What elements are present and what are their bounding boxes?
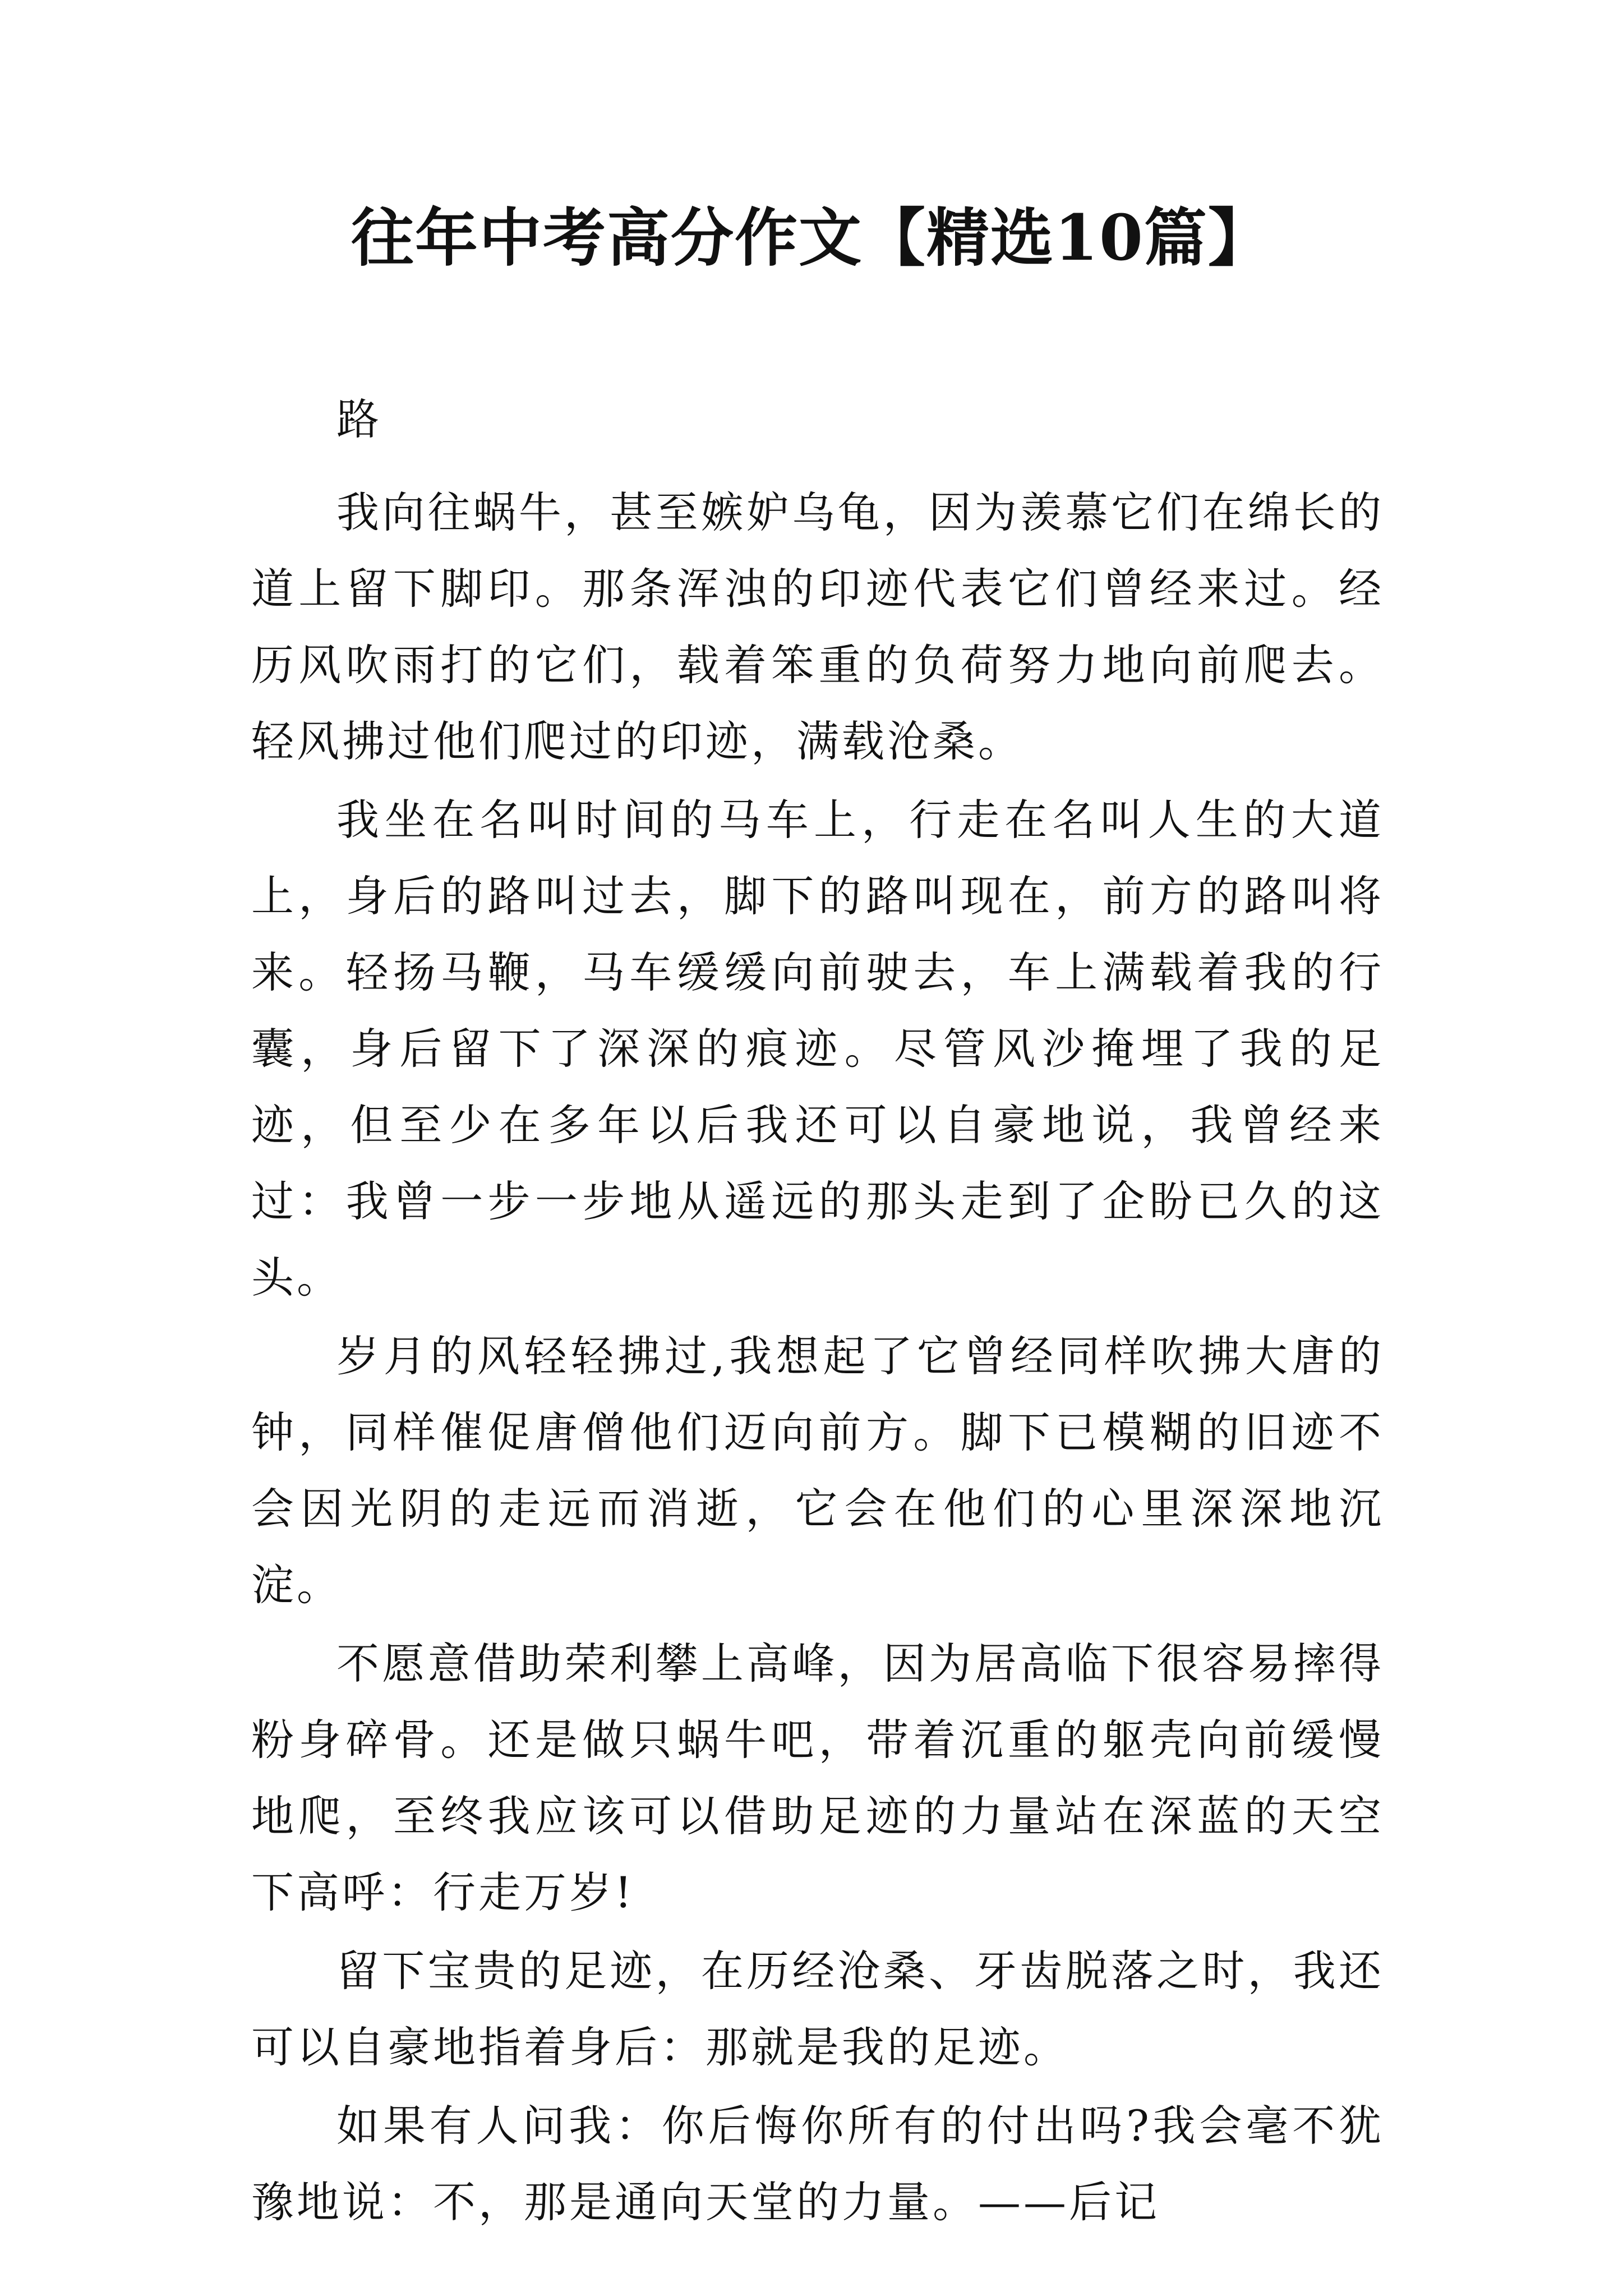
paragraph-6: 如果有人问我：你后悔你所有的付出吗?我会毫不犹豫地说：不，那是通向天堂的力量。——后记 xyxy=(251,2101,1384,2227)
paragraph-5: 留下宝贵的足迹，在历经沧桑、牙齿脱落之时，我还可以自豪地指着身后：那就是我的足迹。 xyxy=(251,1946,1384,2072)
paragraph-2: 我坐在名叫时间的马车上，行走在名叫人生的大道上，身后的路叫过去，脚下的路叫现在，前方的路叫将来。轻扬马鞭，马车缓缓向前驶去，车上满载着我的行囊，身后留下了深深的痕迹。尽管风沙掩埋了我的足迹，但至少在多年以后我还可以自豪地说，我曾经来过：我曾一步一步地从遥远的那头走到了企盼已久的这头。 xyxy=(251,795,1384,1303)
document-body xyxy=(251,381,1384,2243)
essay-title: 路 xyxy=(336,394,379,444)
document-title: 往年中考高分作文【精选10篇】 xyxy=(351,201,1272,275)
paragraph-4: 不愿意借助荣利攀上高峰，因为居高临下很容易摔得粉身碎骨。还是做只蜗牛吧，带着沉重的躯壳向前缓慢地爬，至终我应该可以借助足迹的力量站在深蓝的天空下高呼：行走万岁! xyxy=(251,1639,1384,1917)
paragraph-3: 岁月的风轻轻拂过,我想起了它曾经同样吹拂大唐的钟，同样催促唐僧他们迈向前方。脚下已模糊的旧迹不会因光阴的走远而消逝，它会在他们的心里深深地沉淀。 xyxy=(251,1331,1384,1610)
paragraph-1: 我向往蜗牛，甚至嫉妒乌龟，因为羡慕它们在绵长的道上留下脚印。那条浑浊的印迹代表它们曾经来过。经历风吹雨打的它们，载着笨重的负荷努力地向前爬去。轻风拂过他们爬过的印迹，满载沧桑。 xyxy=(251,487,1384,766)
